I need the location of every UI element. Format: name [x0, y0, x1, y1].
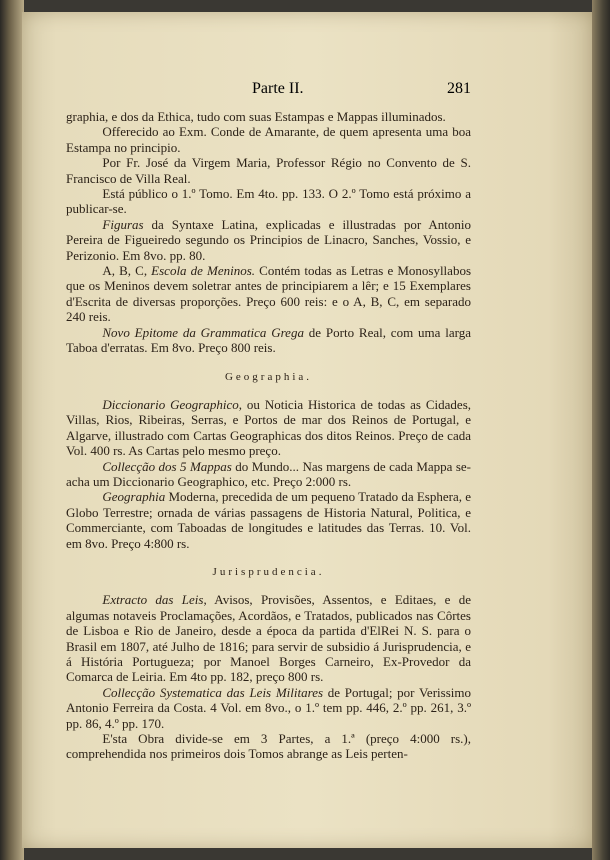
entry-text: , ou Noticia Historica de todas as Cidades, Villas, Rios, Ribeiras, Serras, e Portos de mar dos Reinos de Portugal, e Algarve, illustrado com Cartas Geographicas dos ditos Reinos. Preço de cada Vol. 400 rs. As Cartas pelo mesmo preço. — [66, 396, 471, 459]
entry-title: Diccionario Geographico — [102, 396, 239, 412]
part-title: Parte II. — [252, 80, 304, 97]
catalog-entry — [66, 217, 471, 263]
catalog-entry — [66, 124, 471, 155]
catalog-entry — [66, 685, 471, 731]
entry-title: Collecção Systematica das Leis Militares — [102, 684, 324, 700]
catalog-entry — [66, 731, 471, 762]
entry-text: do Mundo... Nas margens de cada Mappa se-acha um Diccionario Geographico, etc. Preço 2:000 rs. — [66, 458, 472, 489]
entry-title: Collecção dos 5 Mappas — [102, 458, 232, 474]
entry-text: de Porto Real, com uma larga Taboa d'erratas. Em 8vo. Preço 800 reis. — [66, 324, 471, 356]
page-number: 281 — [447, 80, 471, 97]
entry-title: Novo Epitome da Grammatica Grega — [102, 324, 304, 340]
catalog-entry — [66, 186, 471, 217]
catalog-entry — [66, 397, 471, 459]
page-edge-shadow — [592, 0, 610, 860]
entry-text: graphia, e dos da Ethica, tudo com suas Estampas e Mappas illuminados. — [66, 109, 446, 124]
catalog-block-jurisprudencia — [66, 592, 471, 761]
entry-text: E'sta Obra divide-se em 3 Partes, a 1.ª (preço 4:000 rs.), comprehendida nos primeiros dois Tomos abrange as Leis perten- — [66, 731, 471, 762]
section-heading-geografia: Geographia. — [224, 370, 313, 383]
entry-title: Extracto das Leis — [102, 592, 204, 608]
catalog-entry — [66, 489, 471, 551]
catalog-entry — [66, 155, 471, 186]
entry-text: de Portugal; por Verissimo Antonio Ferreira da Costa. 4 Vol. em 8vo., o 1.º tem pp. 446, 2.º pp. 261, 3.º pp. 86, 4.º pp. 170. — [66, 684, 471, 731]
entry-title: Escola de Meninos. — [151, 263, 256, 279]
catalog-entry — [66, 325, 471, 356]
entry-title: Figuras — [102, 216, 144, 232]
running-header — [66, 80, 471, 100]
entry-text: Moderna, precedida de um pequeno Tratado da Esphera, e Globo Terrestre; ornada de várias passagens de Historia Natural, Politica, e Commerciante, com Taboadas de longitudes e latitudes das Terras. 10. Vol. em 8vo. Preço 4:800 rs. — [66, 489, 471, 551]
entry-text: Está público o 1.º Tomo. Em 4to. pp. 133. O 2.º Tomo está próximo a publicar-se. — [66, 186, 471, 217]
catalog-entry — [66, 459, 471, 490]
entry-text: Offerecido ao Exm. Conde de Amarante, de quem apresenta uma boa Estampa no principio. — [66, 124, 471, 155]
catalog-entry — [66, 263, 471, 325]
catalog-entry — [66, 109, 471, 124]
entry-text: da Syntaxe Latina, explicadas e illustradas por Antonio Pereira de Figueiredo segundo os Principios de Linacro, Sanches, Vossio, e Perizonio. Em 8vo. pp. 80. — [66, 216, 471, 263]
entry-text: A, B, C, — [102, 263, 152, 279]
book-spine-shadow — [0, 0, 24, 860]
entry-text: , Avisos, Provisões, Assentos, e Editaes, e de algumas notaveis Proclamações, Acordãos, e Tratados, publicados nas Côrtes de Lisboa e Rio de Janeiro, desde a época da partida d'ElRei N. S. para o Brasil em 1807, até Julho de 1816; para servir de subsidio á Jurisprudencia, e á História Portugueza; por Manoel Borges Carneiro, Ex-Provedor da Comarca de Leiria. Em 4to pp. 182, preço 800 rs. — [66, 592, 471, 685]
section-heading-jurisprudencia: Jurisprudencia. — [212, 565, 325, 578]
page-body — [66, 109, 471, 762]
entry-text: Contém todas as Letras e Monosyllabos que os Meninos devem soletrar antes de principiarem a lêr; e 15 Exemplares d'Escrita de diversas proporções. Preço 600 reis: e o A, B, C, em separado 240 reis. — [66, 263, 471, 325]
catalog-entry — [66, 592, 471, 684]
entry-title: Geographia — [102, 489, 166, 505]
catalog-block-grammar — [66, 109, 471, 356]
catalog-block-geografia — [66, 397, 471, 551]
entry-text: Por Fr. José da Virgem Maria, Professor Régio no Convento de S. Francisco de Villa Real. — [66, 155, 471, 186]
